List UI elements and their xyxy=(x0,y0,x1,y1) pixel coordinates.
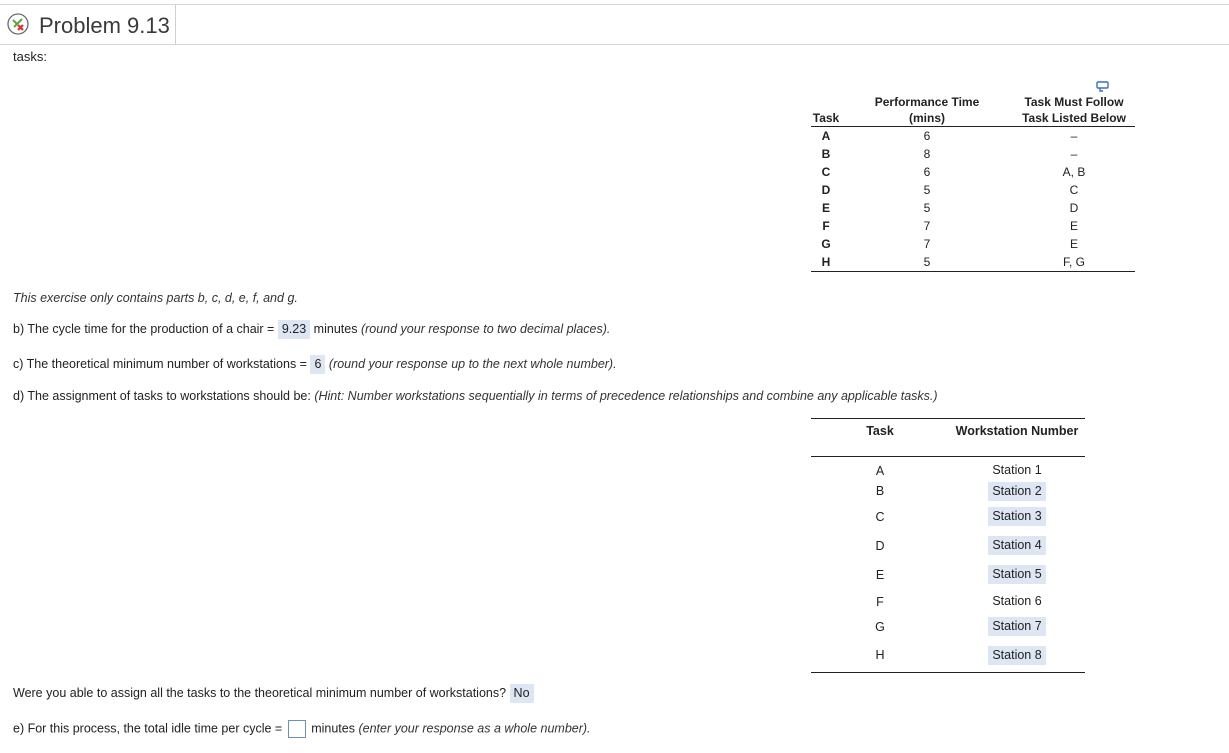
station-select[interactable]: Station 5 xyxy=(988,565,1045,584)
table-row xyxy=(811,457,1085,481)
assign-task-cell: F xyxy=(876,594,884,609)
cycle-time-answer[interactable]: 9.23 xyxy=(278,320,310,339)
assign-task-cell: B xyxy=(875,484,885,498)
part-c-prefix: c) The theoretical minimum number of workstations = xyxy=(13,357,307,371)
table-row xyxy=(811,181,1135,199)
part-c-hint: (round your response up to the next whole number). xyxy=(328,357,617,371)
assign-station-header: Workstation Number xyxy=(955,424,1079,438)
assign-task-cell: C xyxy=(875,509,885,524)
intro-label: tasks: xyxy=(13,49,47,64)
assign-task-cell: D xyxy=(875,538,885,553)
table-row xyxy=(811,480,1085,502)
assign-task-cell: H xyxy=(875,648,885,663)
time-cell: 6 xyxy=(923,165,931,179)
station-select[interactable]: Station 3 xyxy=(988,507,1045,526)
time-cell: 7 xyxy=(923,219,931,233)
pred-cell: A, B xyxy=(1062,165,1086,179)
question-answer[interactable]: No xyxy=(510,684,534,703)
part-b-prefix: b) The cycle time for the production of a chair = xyxy=(13,322,275,336)
col-time-header xyxy=(841,94,1013,127)
task-cell: F xyxy=(822,219,830,233)
station-select[interactable]: Station 1 xyxy=(992,463,1042,477)
time-cell: 7 xyxy=(923,237,931,251)
part-e-unit: minutes xyxy=(311,721,355,736)
part-b xyxy=(13,320,610,339)
time-cell: 5 xyxy=(923,201,931,215)
assign-task-cell: G xyxy=(875,619,885,634)
assign-task-cell: E xyxy=(875,567,885,582)
part-d xyxy=(13,389,938,403)
assign-task-cell: A xyxy=(875,463,885,478)
x-mark-icon xyxy=(7,13,29,35)
part-e-hint: (enter your response as a whole number). xyxy=(358,721,591,736)
part-e-prefix: e) For this process, the total idle time per cycle = xyxy=(13,721,283,736)
task-cell: B xyxy=(821,147,831,161)
pred-cell: D xyxy=(1069,201,1079,215)
table-row xyxy=(811,199,1135,217)
time-cell: 5 xyxy=(923,255,931,269)
task-cell: C xyxy=(821,165,831,179)
station-select[interactable]: Station 2 xyxy=(988,482,1045,501)
time-cell: 5 xyxy=(923,183,931,197)
task-cell: G xyxy=(821,237,831,251)
table-row xyxy=(811,531,1085,560)
station-select[interactable]: Station 8 xyxy=(988,646,1045,665)
station-select[interactable]: Station 6 xyxy=(992,594,1042,608)
pred-cell: C xyxy=(1069,183,1079,197)
part-b-unit: minutes xyxy=(313,322,358,336)
table-row xyxy=(811,502,1085,531)
problem-header xyxy=(0,5,176,44)
page-title: Problem 9.13 xyxy=(39,13,170,38)
part-c xyxy=(13,355,617,374)
pred-cell: E xyxy=(1069,237,1078,251)
part-d-prefix: d) The assignment of tasks to workstations should be: xyxy=(13,389,311,403)
part-b-hint: (round your response to two decimal places). xyxy=(360,322,611,336)
time-cell: 6 xyxy=(923,129,931,143)
table-row xyxy=(811,145,1135,163)
question-min-assign xyxy=(13,684,534,703)
table-row xyxy=(811,560,1085,589)
table-row xyxy=(811,127,1135,146)
pred-cell: – xyxy=(1070,129,1078,143)
table-row xyxy=(811,217,1135,235)
col-task-header: Task xyxy=(812,111,840,125)
copy-icon[interactable] xyxy=(1096,80,1110,94)
assignment-table xyxy=(811,418,1085,673)
part-d-hint: (Hint: Number workstations sequentially in terms of precedence relationships and combine any applicable tasks.) xyxy=(314,389,938,403)
col-time-header-line1: Performance Time xyxy=(874,95,980,109)
station-select[interactable]: Station 7 xyxy=(988,617,1045,636)
table-row xyxy=(811,614,1085,639)
table-row xyxy=(811,253,1135,272)
top-border xyxy=(0,4,1229,5)
table-row xyxy=(811,235,1135,253)
table-row xyxy=(811,589,1085,614)
col-time-header-line2: (mins) xyxy=(909,111,945,125)
col-pred-header xyxy=(1013,94,1135,127)
task-cell: H xyxy=(821,255,831,269)
col-pred-header-line1: Task Must Follow xyxy=(1024,95,1124,109)
task-cell: A xyxy=(821,129,831,143)
col-pred-header-line2: Task Listed Below xyxy=(1022,111,1126,125)
min-workstations-answer[interactable]: 6 xyxy=(310,355,325,374)
header-divider xyxy=(0,44,1229,45)
pred-cell: E xyxy=(1069,219,1078,233)
exercise-note: This exercise only contains parts b, c, d, e, f, and g. xyxy=(13,291,298,305)
station-select[interactable]: Station 4 xyxy=(988,536,1045,555)
precedence-table xyxy=(811,94,1135,272)
pred-cell: F, G xyxy=(1062,255,1085,269)
question-prefix: Were you able to assign all the tasks to the theoretical minimum number of workstations? xyxy=(13,686,507,700)
time-cell: 8 xyxy=(923,147,931,161)
part-e xyxy=(13,720,591,738)
pred-cell: – xyxy=(1070,147,1078,161)
task-cell: E xyxy=(821,201,830,215)
table-row xyxy=(811,163,1135,181)
assign-task-header: Task xyxy=(866,424,894,438)
task-cell: D xyxy=(821,183,831,197)
table-row xyxy=(811,639,1085,672)
idle-time-input[interactable] xyxy=(288,720,306,738)
